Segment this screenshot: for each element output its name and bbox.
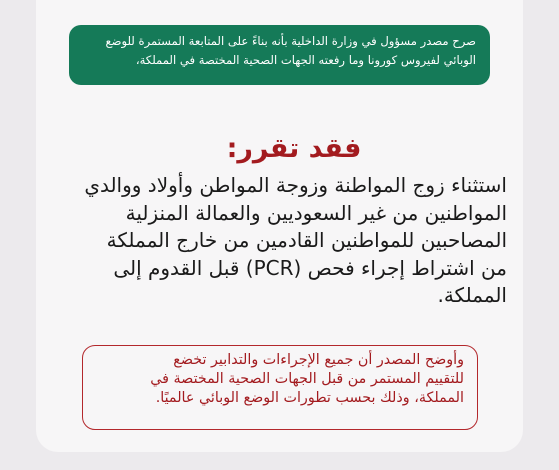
- statement-line: الوبائي لفيروس كورونا وما رفعته الجهات الصحية المختصة في المملكة،: [135, 53, 476, 67]
- decision-body: [57, 172, 507, 310]
- body-line: المملكة.: [437, 283, 507, 307]
- note-line: للتقييم المستمر من قبل الجهات الصحية المختصة في: [150, 371, 464, 387]
- decision-heading: فقد تقرر:: [226, 133, 362, 164]
- body-line: المواطنين من غير السعوديين والعمالة المنزلية: [125, 200, 507, 225]
- statement-line: صرح مصدر مسؤول في وزارة الداخلية بأنه بناءً على المتابعة المستمرة للوضع: [105, 34, 476, 48]
- body-line: من اشتراط إجراء فحص (PCR) قبل القدوم إلى: [113, 255, 507, 280]
- statement-banner: [69, 25, 490, 85]
- note-line: المملكة، وذلك بحسب تطورات الوضع الوبائي عالميًا.: [155, 390, 464, 406]
- clarification-note: [82, 345, 478, 430]
- body-line: استثناء زوج المواطنة وزوجة المواطن وأولاد ووالدي: [84, 173, 507, 197]
- body-line: المصاحبين للمواطنين القادمين من خارج المملكة: [106, 228, 507, 252]
- note-line: وأوضح المصدر أن جميع الإجراءات والتدابير تخضع: [173, 352, 464, 368]
